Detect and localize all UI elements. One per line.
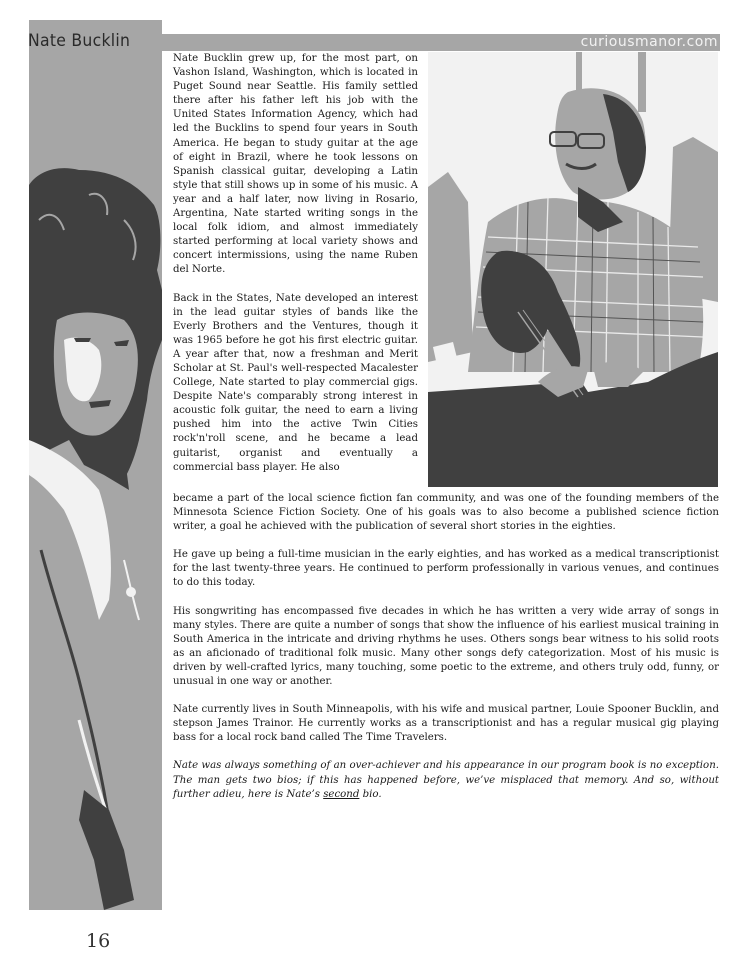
posterized-portrait-icon: [29, 20, 162, 910]
article-narrow-column: [173, 52, 418, 475]
side-portrait-column: [29, 20, 162, 910]
paragraph-early-life: Nate Bucklin grew up, for the most part, on Vashon Island, Washington, which is located in Puget Sound near Seattle. His family settled there after his father left his job with the United States Information Agency, which had led the Bucklins to spend four years in South America. He began to study guitar at the age of eight in Brazil, where he took lessons on Spanish classical guitar, developing a Latin style that still shows up in some of his music. A year and a half later, now living in Rosario, Argentina, Nate started writing songs in the local folk idiom, and almost immediately started performing at local variety shows and concert intermissions, using the name Ruben del Norte.: [173, 53, 418, 276]
posterized-guitarist-photo-icon: [428, 52, 718, 487]
article-wide-column: [173, 492, 719, 802]
site-url: curiousmanor.com: [580, 34, 718, 50]
paragraph-songwriting: His songwriting has encompassed five decades in which he has written a very wide array of songs in many styles. There are quite a number of songs that show the influence of his earliest musical training in South America in the intricate and driving rhythms he uses. Others songs bear witness to his solid roots as an aficionado of traditional folk music. Many other songs defy categorization. Most of his music is driven by well-crafted lyrics, many touching, some poetic to the extreme, and others truly odd, funny, or unusual in one way or another.: [173, 605, 719, 688]
page-number: 16: [86, 930, 111, 952]
paragraph-science-fiction: became a part of the local science fiction fan community, and was one of the founding members of the Minnesota Science Fiction Society. One of his goals was to also become a published science fiction writer, a goal he achieved with the publication of several short stories in the eighties.: [173, 493, 719, 533]
paragraph-editor-note: [173, 759, 719, 801]
editor-note-text: Nate was always something of an over-achiever and his appearance in our program book is no exception. The man gets two bios; if this has happened before, we’ve misplaced that memory. And so, without further adieu, here is Nate’s: [173, 760, 719, 800]
page-title: Nate Bucklin: [28, 31, 131, 51]
paragraph-current-life: Nate currently lives in South Minneapolis, with his wife and musical partner, Louie Spooner Bucklin, and stepson James Trainor. He currently works as a transcriptionist and has a regular musical gig playing bass for a local rock band called The Time Travelers.: [173, 704, 719, 744]
paragraph-career: He gave up being a full-time musician in the early eighties, and has worked as a medical transcriptionist for the last twenty-three years. He continued to perform professionally in various venues, and continues to do this today.: [173, 549, 719, 589]
main-photo: [428, 52, 718, 487]
editor-note-end: bio.: [359, 788, 382, 800]
editor-note-underlined: second: [323, 788, 360, 800]
paragraph-back-in-states: Back in the States, Nate developed an interest in the lead guitar styles of bands like the Everly Brothers and the Ventures, though it was 1965 before he got his first electric guitar. A year after that, now a freshman and Merit Scholar at St. Paul's well-respected Macalester College, Nate started to play commercial gigs. Despite Nate's comparably strong interest in acoustic folk guitar, the need to earn a living pushed him into the active Twin Cities rock'n'roll scene, and he became a lead guitarist, organist and eventually a commercial bass player. He also: [173, 292, 418, 473]
